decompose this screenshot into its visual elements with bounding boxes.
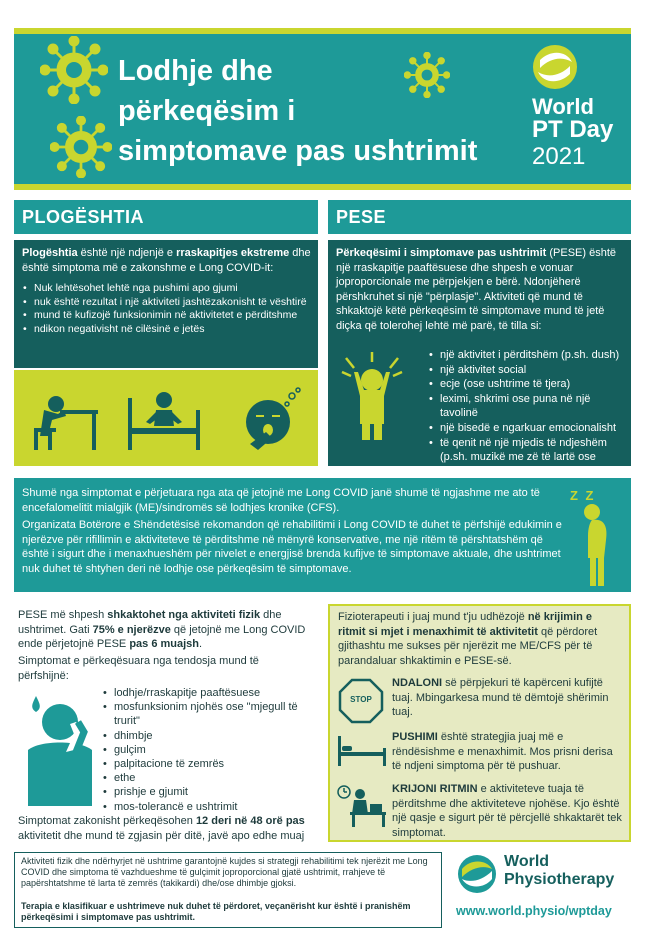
page-title-line-2: përkeqësim i (118, 95, 296, 127)
symptoms-intro: Simptomat e përkeqësuara nga tendosja mund të përfshijnë: (18, 655, 259, 682)
list-item: • të qenit në një mjedis të ndjeshëm (p.sh. muzikë me zë të lartë ose ndezje të dritave) (428, 436, 626, 480)
footer-logo-physiotherapy: Physiotherapy (504, 871, 615, 888)
list-item: • një aktivitet i përditshëm (p.sh. dush) (428, 348, 626, 363)
plogeshtia-heading: PLOGËSHTIA (22, 207, 145, 227)
list-item: • ndikon negativisht në cilësinë e jetës (22, 323, 312, 337)
pese-heading-bar (328, 200, 631, 234)
list-item: • leximi, shkrimi ose puna në një tavolinë (428, 392, 626, 421)
stop-advice: NDALONI së përpjekuri të kapërceni kufijtë tuaj. Mbingarkesa mund të dëmtojë shërimin tuaj. (392, 677, 609, 718)
list-item: • gulçim (102, 743, 312, 757)
pese-trigger-text: PESE më shpesh shkaktohet nga aktiviteti fizik dhe ushtrimet. Gati 75% e njerëzve që jetojnë me Long COVID ende përjetojnë PESE pas 6 muajsh. (18, 609, 306, 650)
zzz-label: Z Z (570, 488, 596, 503)
pacing-advice: KRIJONI RITMIN e aktiviteteve tuaja të përditshme dhe aktiviteteve njohëse. Kjo është një qasje e sigurt për të përcjellë shkaktarët tek simptomat. (392, 783, 622, 839)
plogeshtia-bullets (22, 282, 312, 336)
pese-panel (328, 240, 631, 478)
virus-icon (50, 116, 112, 178)
footer-url-link[interactable]: www.world.physio/wptday (456, 904, 612, 918)
pacing-intro: Fizioterapeuti i juaj mund t'ju udhëzojë në krijimin e ritmit si mjet i menaxhimit të aktivitetit që përdoret gjithashtu me sukses për njerëzit me ME/CFS për të parandaluar shkaktimin e PESE-së. (338, 611, 598, 667)
list-item: • mosfunksionim njohës ose "mjegull të trurit" (102, 700, 312, 728)
list-item: • një aktivitet social (428, 363, 626, 378)
list-item: • një bisedë e ngarkuar emocionalisht (428, 421, 626, 436)
symptom-bullets (102, 686, 312, 814)
list-item: • dhimbje (102, 729, 312, 743)
page-title-line-3: simptomave pas ushtrimit (118, 135, 478, 167)
yawning-face-icon (240, 386, 306, 454)
header-bottom-stripe (14, 184, 631, 190)
footer-note-bold: Terapia e klasifikuar e ushtrimeve nuk duhet të përdoret, veçanërisht kur është i pranishëm përkeqësimi i simptomave pas ushtrimit. (21, 901, 411, 922)
list-item: • ecje (ose ushtrime të tjera) (428, 377, 626, 392)
plogeshtia-illustrations (14, 370, 318, 466)
tired-at-desk-icon (30, 388, 100, 452)
sitting-on-bed-icon (126, 390, 202, 452)
footer-note-box (14, 852, 442, 928)
list-item: • lodhje/rraskapitje paaftësuese (102, 686, 312, 700)
page-title-line-1: Lodhje dhe (118, 55, 273, 87)
bed-icon (336, 734, 388, 768)
rest-advice: PUSHIMI është strategjia juaj më e rëndësishme e menaxhimit. Mos prisni derisa të ndjeni simptoma për të pushuar. (392, 731, 613, 772)
list-item: • ethe (102, 771, 312, 785)
list-item: • mund të kufizojë funksionimin në aktivitetet e përditshme (22, 309, 312, 323)
pese-triggers-section (14, 604, 318, 846)
world-pt-day-logo-icon (530, 42, 580, 92)
footer-note: Aktiviteti fizik dhe ndërhyrjet në ushtrime garantojnë kujdes si strategji rehabilitimi tek njerëzit me Long COVID dhe simptoma të vazhdueshme të gulçimit joproporcional gjatë ushtrimit, rrahjeve të papërshtatshme të larta të zemrës (takikardi) dhe/ose dhimbje gjoksi. (21, 856, 428, 888)
brand-year: 2021 (532, 143, 586, 170)
virus-icon (404, 52, 450, 98)
overwhelmed-person-icon (340, 350, 404, 442)
pese-bullets (428, 348, 626, 479)
pese-heading: PESE (336, 207, 387, 227)
fatigued-person-icon (20, 692, 100, 808)
brand-world: World (532, 94, 594, 119)
footer-logo-world: World (504, 853, 550, 870)
who-recommendation-paragraph: Organizata Botërore e Shëndetësisë rekomandon që rehabilitimi i Long COVID të duhet të përfshijë edukimin e njerëzve për rifillimin e aktiviteteve të përditshme në mënyrë konservative, me një ritëm të përshtatshëm që është i sigurt dhe i menaxhueshëm për nivelet e energjisë brenda kufijve të simptomave aktuale, dhe ushtrimet nuk duhet të shtyhen deri në lodhje ose përkeqësim të simptomave. (22, 519, 562, 575)
list-item: • prishje e gjumit (102, 785, 312, 799)
brand-pt-day: PT Day (532, 116, 614, 143)
plogeshtia-intro: Plogështia është një ndjenjë e rraskapitjes ekstreme dhe është simptoma më e zakonshme e Long COVID-it: (22, 247, 311, 274)
virus-icon (40, 36, 108, 104)
stop-sign-label: STOP (350, 695, 372, 704)
world-physiotherapy-logo-icon (456, 853, 498, 895)
me-cfs-paragraph: Shumë nga simptomat e përjetuara nga ata që jetojnë me Long COVID janë shumë të ngjashme me ato të encefalomelitit mialgjik (ME)/sindromës së lodhjes kronike (CFS). (22, 487, 540, 514)
pacing-at-desk-icon (336, 784, 388, 828)
pese-intro: Përkeqësimi i simptomave pas ushtrimit (PESE) është një rraskapitje paaftësuese dhe shpesh e vonuar joproporcionale me përpjekjen e bërë. Ndonjëherë përshkruhet si një "përplasje". Aktiviteti që mund të shkaktojë këtë përkeqësim të simptomave mund të jetë diçka që tolerohej lehtë më parë, të tilla si: (336, 247, 617, 332)
me-cfs-info-band (14, 478, 631, 592)
exhausted-person-icon (578, 500, 618, 588)
list-item: • nuk është rezultat i një aktiviteti jashtëzakonisht të vështirë (22, 296, 312, 310)
list-item: • mos-tolerancë e ushtrimit (102, 800, 312, 814)
plogeshtia-heading-bar (14, 200, 318, 234)
pacing-section (328, 604, 631, 842)
list-item: • palpitacione të zemrës (102, 757, 312, 771)
list-item: • Nuk lehtësohet lehtë nga pushimi apo gjumi (22, 282, 312, 296)
plogeshtia-panel (14, 240, 318, 368)
symptom-timing-text: Simptomat zakonisht përkeqësohen 12 deri në 48 orë pas aktivitetit dhe mund të zgjasin për ditë, javë apo edhe muaj (18, 815, 305, 842)
